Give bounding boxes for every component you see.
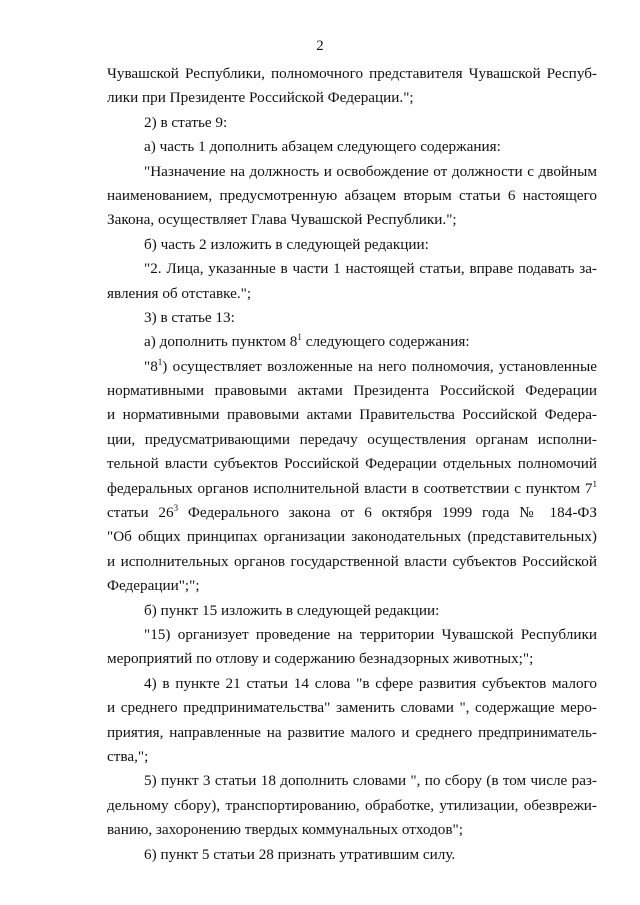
text-line: 3) в статье 13: xyxy=(144,308,235,326)
text-line: явления об отставке."; xyxy=(107,284,252,302)
superscript: 1 xyxy=(297,332,302,343)
paragraph xyxy=(107,843,597,867)
text-run: следующего содержания: xyxy=(301,333,470,351)
text-line: "Назначение на должность и освобождение от должности с двойным xyxy=(144,162,597,180)
paragraph xyxy=(107,330,597,354)
text-line: ванию, захоронению твердых коммунальных отходов"; xyxy=(107,821,463,839)
superscript: 3 xyxy=(173,503,179,514)
text-line: тельной власти субъектов Российской Федерации отдельных полномочий xyxy=(107,455,597,473)
text-line: Чувашской Республики, полномочного представителя Чувашской Респуб- xyxy=(107,65,597,82)
paragraph xyxy=(107,135,597,159)
text-line xyxy=(107,477,597,501)
text-line xyxy=(107,501,597,525)
text-line: наименованием, предусмотренную абзацем вторым статьи 6 настоящего xyxy=(107,186,597,204)
text-line: ции, предусматривающими передачу осуществления органам исполни- xyxy=(107,430,597,448)
text-run: "8 xyxy=(144,357,158,375)
text-line: и среднего предпринимательства" заменить словами ", содержащие меро- xyxy=(107,699,597,717)
text-line: 5) пункт 3 статьи 18 дополнить словами ", по сбору (в том числе раз- xyxy=(144,772,597,790)
paragraph xyxy=(107,160,597,233)
paragraph xyxy=(107,623,597,672)
text-line: Закона, осуществляет Глава Чувашской Республики."; xyxy=(107,211,457,229)
text-run: ) осуществляет возложенные на него полномочия, установленные xyxy=(162,357,597,375)
text-line xyxy=(107,330,597,354)
text-line: "2. Лица, указанные в части 1 настоящей статьи, вправе подавать за- xyxy=(144,260,597,278)
paragraph xyxy=(107,257,597,306)
paragraph xyxy=(107,233,597,257)
superscript: 1 xyxy=(157,356,163,367)
paragraph xyxy=(107,306,597,330)
text-run: а) дополнить пунктом 8 xyxy=(144,333,298,351)
paragraph xyxy=(107,672,597,770)
text-line: б) часть 2 изложить в следующей редакции: xyxy=(144,235,429,253)
document-body xyxy=(107,62,597,867)
text-line: мероприятий по отлову и содержанию безнадзорных животных;"; xyxy=(107,650,534,668)
text-line: лики при Президенте Российской Федерации."; xyxy=(107,89,414,107)
text-line: 6) пункт 5 статьи 28 признать утратившим силу. xyxy=(144,845,456,863)
text-run: федеральных органов исполнительной власти в соответствии с пунктом 7 xyxy=(107,479,593,497)
text-line: нормативными правовыми актами Президента Российской Федерации xyxy=(107,382,597,400)
text-run: Федерального закона от 6 октября 1999 года № 184-ФЗ xyxy=(178,504,597,522)
text-line: и исполнительных органов государственной власти субъектов Российской xyxy=(107,552,597,570)
paragraph xyxy=(107,769,597,842)
text-line: "15) организует проведение на территории Чувашской Республики xyxy=(144,625,597,643)
text-line: ства,"; xyxy=(107,747,149,765)
paragraph xyxy=(107,355,597,599)
text-line: и нормативными правовыми актами Правительства Российской Федера- xyxy=(107,406,597,424)
paragraph xyxy=(107,111,597,135)
text-line: приятия, направленные на развитие малого и среднего предприниматель- xyxy=(107,723,597,741)
text-line: б) пункт 15 изложить в следующей редакции: xyxy=(144,601,440,619)
text-line: а) часть 1 дополнить абзацем следующего содержания: xyxy=(144,138,501,156)
text-line: дельному сбору), транспортированию, обработке, утилизации, обезврежи- xyxy=(107,796,597,814)
page-number: 2 xyxy=(316,38,324,54)
superscript: 1 xyxy=(592,478,597,489)
text-line: Федерации";"; xyxy=(107,577,200,595)
text-run: статьи 26 xyxy=(107,504,174,522)
text-line: 4) в пункте 21 статьи 14 слова "в сфере развития субъектов малого xyxy=(144,674,597,692)
text-line: 2) в статье 9: xyxy=(144,113,228,131)
text-line: "Об общих принципах организации законодательных (представительных) xyxy=(107,528,597,546)
paragraph xyxy=(107,62,597,111)
paragraph xyxy=(107,599,597,623)
text-line xyxy=(107,355,597,379)
